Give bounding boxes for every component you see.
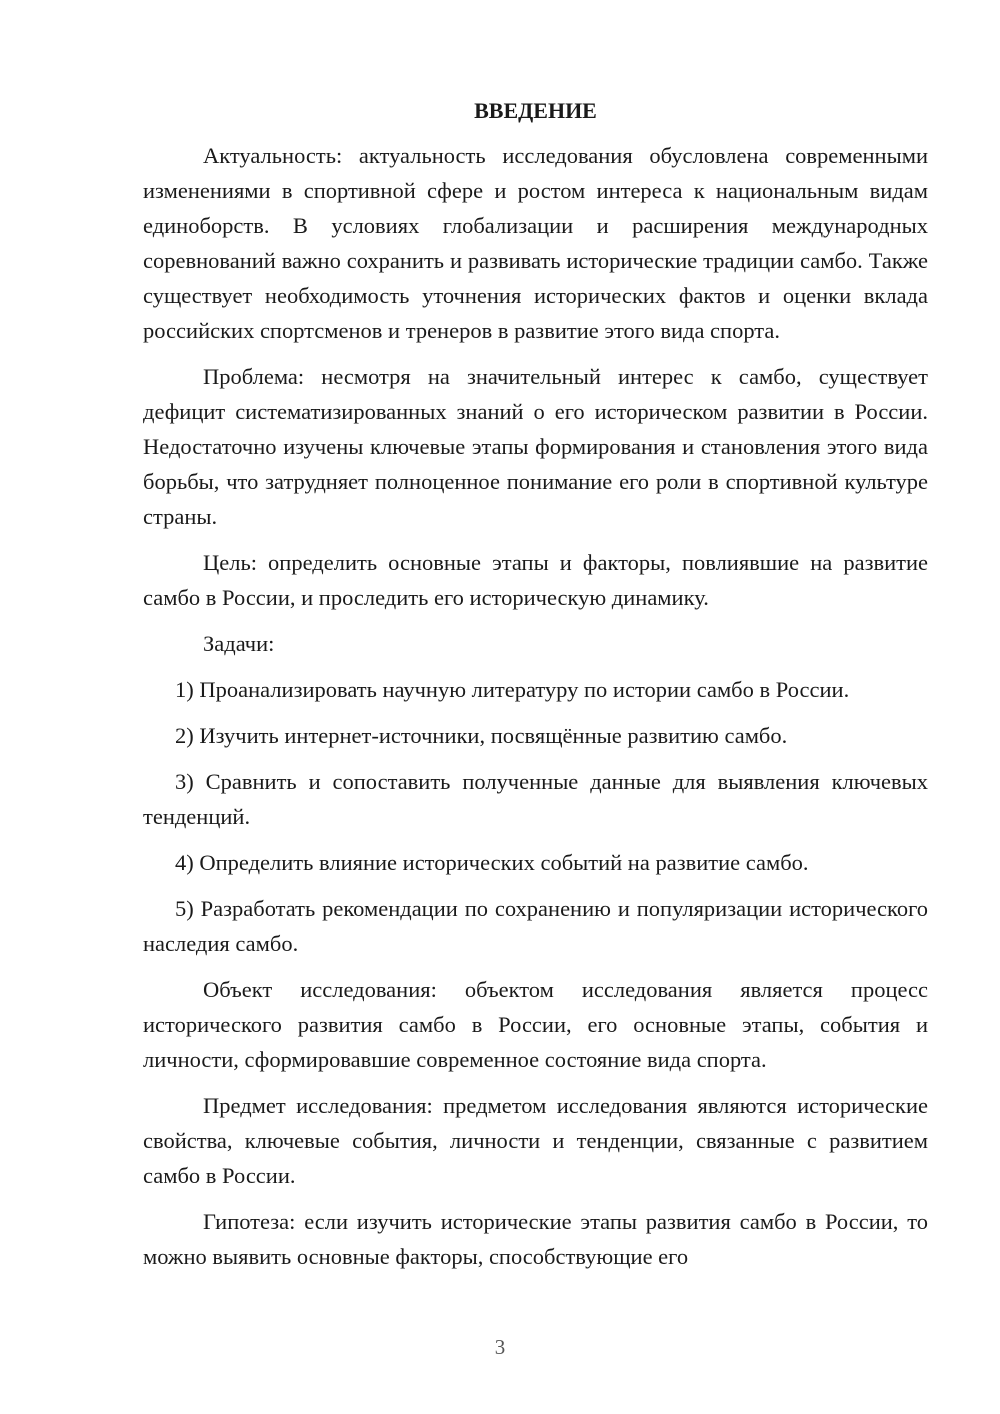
paragraph-relevance: Актуальность: актуальность исследования обусловлена современными изменениями в спортивной сфере и ростом интереса к национальным видам единоборств. В условиях глобализации и расширения международных соревнований важно сохранить и развивать исторические традиции самбо. Также существует необходимость уточнения исторических фактов и оценки вклада российских спортсменов и тренеров в развитие этого вида спорта. <box>143 143 928 343</box>
paragraph-object: Объект исследования: объектом исследования является процесс исторического развития самбо в России, его основные этапы, события и личности, сформировавшие современное состояние вида спорта. <box>143 977 928 1072</box>
paragraph-hypothesis: Гипотеза: если изучить исторические этапы развития самбо в России, то можно выявить основные факторы, способствующие его <box>143 1209 928 1269</box>
task-item-1: 1) Проанализировать научную литературу по истории самбо в России. <box>175 677 850 702</box>
task-item-3: 3) Сравнить и сопоставить полученные данные для выявления ключевых тенденций. <box>143 769 928 829</box>
paragraph-subject: Предмет исследования: предметом исследования являются исторические свойства, ключевые события, личности и тенденции, связанные с развитием самбо в России. <box>143 1093 928 1188</box>
page-heading: ВВЕДЕНИЕ <box>474 98 597 123</box>
paragraph-problem: Проблема: несмотря на значительный интерес к самбо, существует дефицит систематизированных знаний о его историческом развитии в России. Недостаточно изучены ключевые этапы формирования и становления этого вида борьбы, что затрудняет полноценное понимание его роли в спортивной культуре страны. <box>143 364 928 529</box>
paragraph-tasks-label: Задачи: <box>203 631 275 656</box>
task-item-2: 2) Изучить интернет-источники, посвящённые развитию самбо. <box>175 723 788 748</box>
task-item-5: 5) Разработать рекомендации по сохранению и популяризации исторического наследия самбо. <box>143 896 928 956</box>
paragraph-goal: Цель: определить основные этапы и факторы, повлиявшие на развитие самбо в России, и проследить его историческую динамику. <box>143 550 928 610</box>
task-item-4: 4) Определить влияние исторических событий на развитие самбо. <box>175 850 809 875</box>
page-number: 3 <box>494 1335 506 1359</box>
document-page <box>143 96 928 1285</box>
